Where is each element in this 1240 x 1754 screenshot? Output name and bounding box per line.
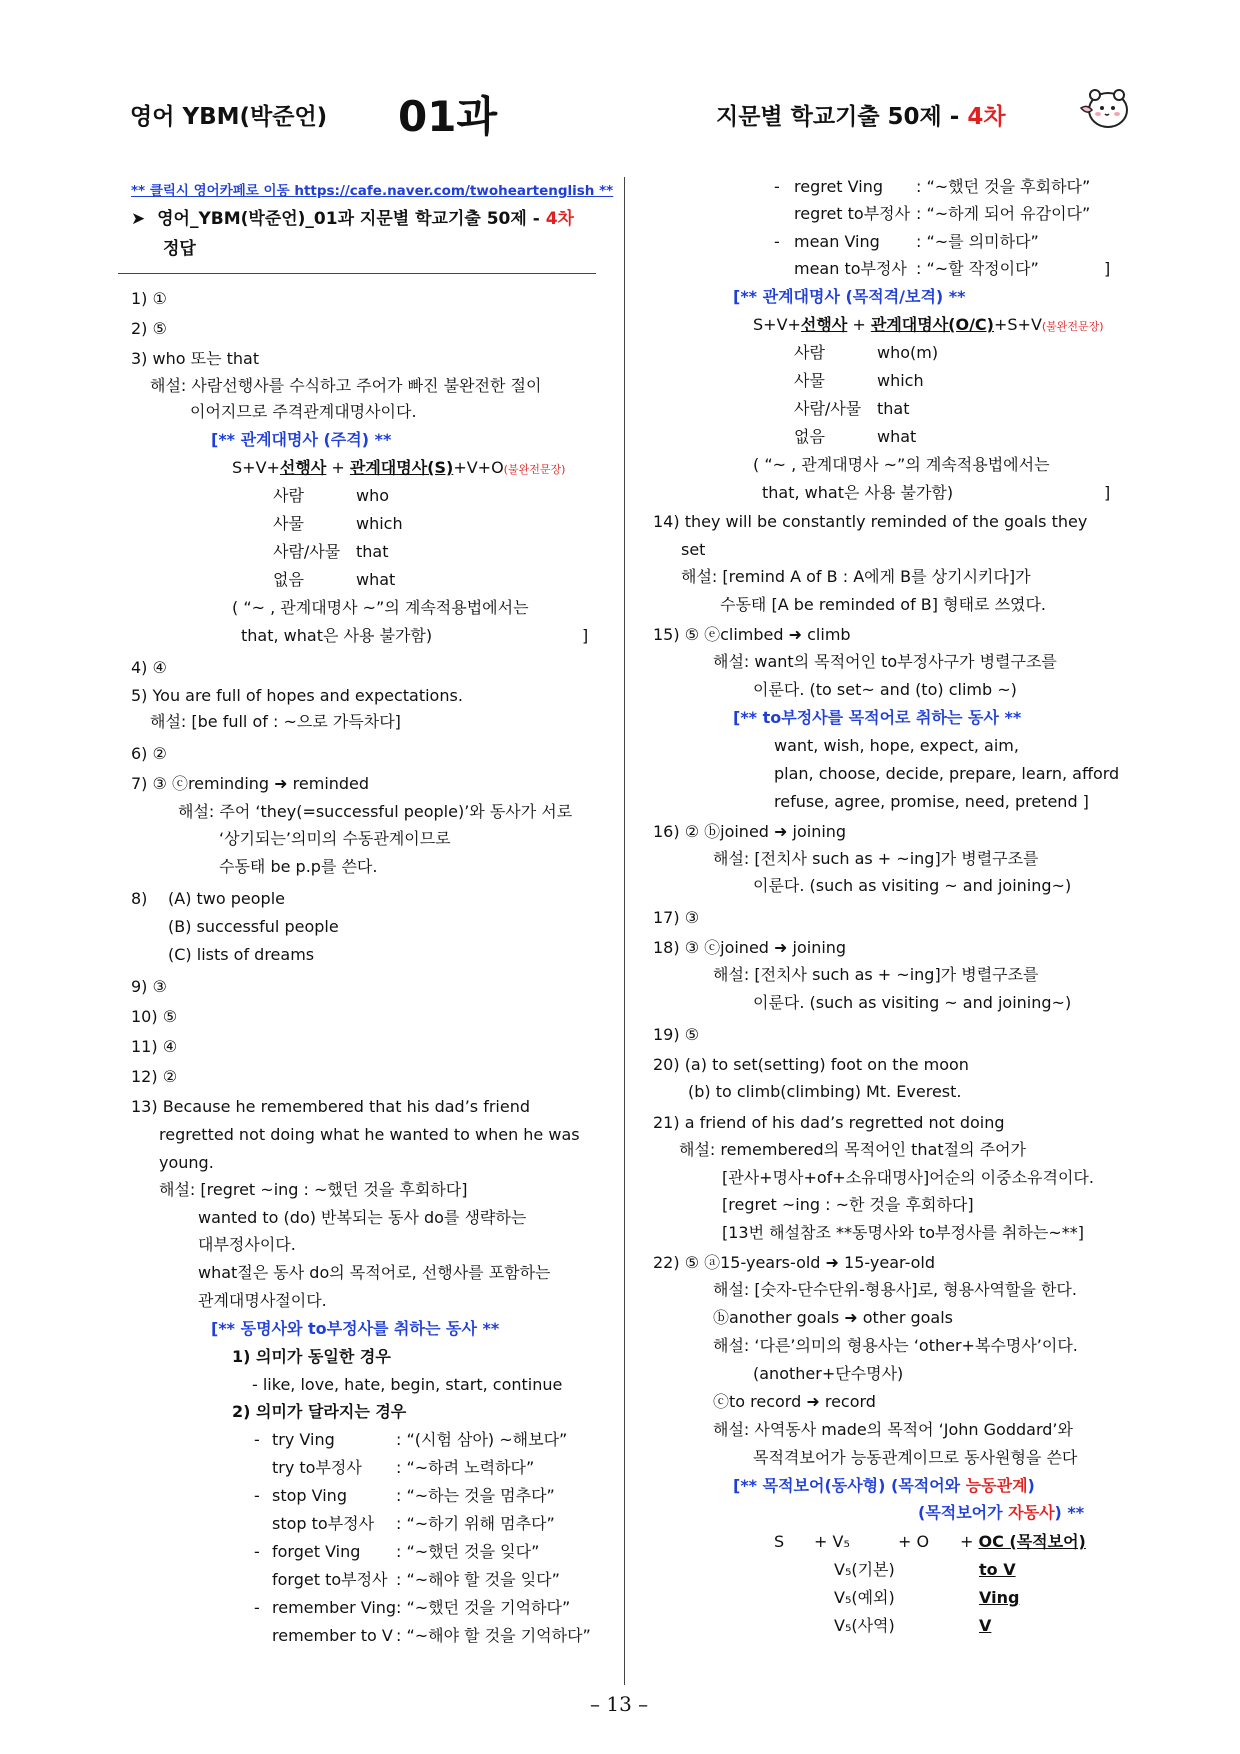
- verb-pair-form: regret Ving: [794, 177, 883, 196]
- oc-row-form: Ving: [979, 1588, 1020, 1607]
- answer-14-line-2: set: [681, 540, 706, 559]
- answer-title-text: 영어_YBM(박준언)_01과 지문별 학교기출 50제 -: [157, 209, 546, 229]
- answer-22-explain-3: (another+단수명사): [753, 1364, 904, 1383]
- verb-pair-form: mean Ving: [794, 232, 880, 251]
- rel-row-key: 사람: [794, 343, 825, 362]
- box-close-bracket: ]: [1104, 259, 1111, 278]
- oc-formula-oc-label: OC (목적보어): [978, 1532, 1086, 1551]
- verb-pair-form: stop to부정사: [272, 1514, 375, 1533]
- answer-3-explain-2: 이어지므로 주격관계대명사이다.: [190, 402, 417, 421]
- rel-row-value: that: [877, 399, 910, 418]
- box-close-bracket: ]: [582, 626, 589, 645]
- answer-18-explain-1: 해설: [전치사 such as + ~ing]가 병렬구조를: [713, 965, 1039, 984]
- rel-row-value: what: [356, 570, 396, 589]
- same-meaning-heading: 1) 의미가 동일한 경우: [232, 1347, 391, 1366]
- header-lesson: 01과: [398, 92, 498, 141]
- verb-pair-form: try to부정사: [272, 1458, 362, 1477]
- oc-formula-plus: +: [960, 1532, 979, 1551]
- answer-20-line-2: (b) to climb(climbing) Mt. Everest.: [688, 1082, 962, 1101]
- answer-15-explain-2: 이룬다. (to set~ and (to) climb ~): [753, 680, 1017, 699]
- oc-title-part: [** 목적보어(동사형) (목적어와: [733, 1476, 966, 1495]
- rel-row-key: 사람/사물: [794, 399, 862, 418]
- gerund-infinitive-box-title: [** 동명사와 to부정사를 취하는 동사 **: [211, 1319, 500, 1338]
- cafe-link[interactable]: ** 클릭시 영어카페로 이동 https://cafe.naver.com/twoheartenglish **: [131, 183, 614, 199]
- header-title: [716, 98, 1006, 131]
- rel-row-key: 없음: [273, 570, 304, 589]
- formula-part: +: [326, 458, 350, 477]
- oc-row-form: V: [979, 1616, 992, 1635]
- answer-9: 9) ③: [131, 977, 167, 996]
- rel-row-value: who(m): [877, 343, 939, 362]
- oc-formula-s: S: [774, 1532, 785, 1551]
- answer-13-explain-2: wanted to (do) 반복되는 동사 do를 생략하는: [198, 1208, 527, 1227]
- answer-13-explain-4: what절은 동사 do의 목적어로, 선행사를 포함하는: [198, 1263, 551, 1282]
- rel-row-key: 사람/사물: [273, 542, 341, 561]
- answer-8-item: (A) two people: [168, 889, 285, 908]
- answer-21-explain-4: [13번 해설참조 **동명사와 to부정사를 취하는~**]: [722, 1223, 1084, 1242]
- header-title-text: 지문별 학교기출 50제 -: [716, 104, 968, 130]
- verb-pair-meaning: : “~하게 되어 유감이다”: [916, 204, 1091, 223]
- answer-21: 21) a friend of his dad’s regretted not doing: [653, 1113, 1005, 1132]
- answer-title-round: 4차: [545, 209, 574, 229]
- rel-row-key: 사물: [273, 514, 304, 533]
- answer-4: 4) ④: [131, 658, 167, 677]
- header-round: 4차: [967, 104, 1006, 130]
- page-number: – 13 –: [590, 1692, 649, 1716]
- answer-13-explain-5: 관계대명사절이다.: [198, 1291, 327, 1310]
- same-meaning-verbs: - like, love, hate, begin, start, continue: [252, 1375, 563, 1394]
- header-subject: 영어 YBM(박준언): [130, 104, 328, 130]
- formula-part: +V+O: [453, 458, 504, 477]
- to-infinitive-verbs-1: want, wish, hope, expect, aim,: [774, 736, 1019, 755]
- rel-row-value: that: [356, 542, 389, 561]
- answer-20-line-1: 20) (a) to set(setting) foot on the moon: [653, 1055, 969, 1074]
- verb-pair-form: forget Ving: [272, 1542, 361, 1561]
- verb-pair-meaning: : “~할 작정이다”: [916, 259, 1039, 278]
- answer-12: 12) ②: [131, 1067, 178, 1086]
- verb-pair-form: mean to부정사: [794, 259, 907, 278]
- formula-part: S+V+: [753, 315, 801, 334]
- formula-relative: 관계대명사(O/C): [870, 315, 994, 334]
- answer-5: 5) You are full of hopes and expectations.: [131, 686, 463, 705]
- relative-object-box-title: [** 관계대명사 (목적격/보격) **: [733, 287, 966, 306]
- answer-13-line-1: 13) Because he remembered that his dad’s friend: [131, 1097, 530, 1116]
- rel-note-2: that, what은 사용 불가함): [241, 626, 433, 645]
- answer-title: [131, 204, 574, 229]
- answer-5-explain: 해설: [be full of : ~으로 가득차다]: [150, 712, 401, 731]
- answer-7-explain-2: ‘상기되는’의미의 수동관계이므로: [219, 829, 451, 848]
- answer-14-line-1: 14) they will be constantly reminded of the goals they: [653, 512, 1088, 531]
- answer-15-explain-1: 해설: want의 목적어인 to부정사구가 병렬구조를: [713, 652, 1057, 671]
- answer-22: 22) ⑤ ⓐ15-years-old ➜ 15-year-old: [653, 1253, 936, 1272]
- oc-row-verb: V₅(예외): [834, 1588, 895, 1607]
- answer-17: 17) ③: [653, 908, 700, 927]
- answer-22-explain-4: 해설: 사역동사 made의 목적어 ‘John Goddard’와: [713, 1420, 1073, 1439]
- answer-7-explain-1: 해설: 주어 ‘they(=successful people)’와 동사가 서로: [178, 802, 573, 821]
- verb-pair-meaning: : “~하기 위해 멈추다”: [396, 1514, 555, 1533]
- rel-row-key: 없음: [794, 427, 825, 446]
- rel-note-1: ( “~ , 관계대명사 ~”의 계속적용법에서는: [753, 455, 1050, 474]
- verb-pair-meaning: : “~하는 것을 멈추다”: [396, 1486, 555, 1505]
- answer-16: 16) ② ⓑjoined ➜ joining: [653, 822, 847, 841]
- to-infinitive-box-title: [** to부정사를 목적어로 취하는 동사 **: [733, 708, 1022, 727]
- answer-21-explain-1: 해설: remembered의 목적어인 that절의 주어가: [679, 1140, 1027, 1159]
- verb-pair-form: remember to V: [272, 1626, 393, 1645]
- verb-pair-meaning: : “~했던 것을 잊다”: [396, 1542, 540, 1561]
- oc-title-highlight: 자동사: [1008, 1503, 1055, 1522]
- answer-11: 11) ④: [131, 1037, 178, 1056]
- verb-pair-dash: -: [254, 1598, 260, 1617]
- answer-8: 8): [131, 889, 148, 908]
- rel-row-value: who: [356, 486, 390, 505]
- formula-note: (불완전문장): [503, 463, 566, 476]
- oc-formula-o: + O: [898, 1532, 930, 1551]
- oc-title-part: ): [1027, 1476, 1035, 1495]
- answer-18: 18) ③ ⓒjoined ➜ joining: [653, 938, 847, 957]
- verb-pair-meaning: : “(시험 삼아) ~해보다”: [396, 1430, 568, 1449]
- to-infinitive-verbs-2: plan, choose, decide, prepare, learn, afford: [774, 764, 1120, 783]
- answer-13-explain-1: 해설: [regret ~ing : ~했던 것을 후회하다]: [159, 1180, 468, 1199]
- answer-1: 1) ①: [131, 289, 167, 308]
- formula-relative: 관계대명사(S): [349, 458, 454, 477]
- box-close-bracket: ]: [1104, 483, 1111, 502]
- answer-3-explain-1: 해설: 사람선행사를 수식하고 주어가 빠진 불완전한 절이: [150, 376, 542, 395]
- verb-pair-meaning: : “~해야 할 것을 잊다”: [396, 1570, 560, 1589]
- verb-pair-form: remember Ving: [272, 1598, 397, 1617]
- rel-row-key: 사람: [273, 486, 304, 505]
- verb-pair-meaning: : “~했던 것을 기억하다”: [396, 1598, 571, 1617]
- answer-2: 2) ⑤: [131, 319, 167, 338]
- verb-pair-form: stop Ving: [272, 1486, 347, 1505]
- answer-22-c: ⓒto record ➜ record: [713, 1392, 876, 1411]
- formula-part: +S+V: [993, 315, 1042, 334]
- answer-7-explain-3: 수동태 be p.p를 쓴다.: [219, 857, 378, 876]
- oc-title-part: ) **: [1054, 1503, 1085, 1522]
- answer-21-explain-2: [관사+명사+of+소유대명사]어순의 이중소유격이다.: [722, 1168, 1094, 1187]
- answer-3: 3) who 또는 that: [131, 349, 260, 368]
- answer-13-line-3: young.: [159, 1153, 214, 1172]
- formula-part: +: [847, 315, 871, 334]
- answer-16-explain-1: 해설: [전치사 such as + ~ing]가 병렬구조를: [713, 849, 1039, 868]
- oc-row-verb: V₅(사역): [834, 1616, 895, 1635]
- verb-pair-meaning: : “~하려 노력하다”: [396, 1458, 535, 1477]
- verb-pair-form: regret to부정사: [794, 204, 911, 223]
- different-meaning-heading: 2) 의미가 달라지는 경우: [232, 1402, 407, 1421]
- oc-formula-v: + V₅: [814, 1532, 850, 1551]
- bear-mascot-icon: [1078, 86, 1132, 132]
- oc-row-form: to V: [979, 1560, 1016, 1579]
- formula-antecedent: 선행사: [279, 458, 327, 477]
- answer-6: 6) ②: [131, 744, 167, 763]
- answer-15: 15) ⑤ ⓔclimbed ➜ climb: [653, 625, 851, 644]
- verb-pair-dash: -: [254, 1486, 260, 1505]
- formula-note: (불완전문장): [1041, 320, 1104, 333]
- verb-pair-meaning: : “~해야 할 것을 기억하다”: [396, 1626, 591, 1645]
- answer-14-explain-1: 해설: [remind A of B : A에게 B를 상기시키다]가: [681, 567, 1031, 586]
- formula-part: S+V+: [232, 458, 280, 477]
- answer-22-explain-2: 해설: ‘다른’의미의 형용사는 ‘other+복수명사’이다.: [713, 1336, 1078, 1355]
- answer-16-explain-2: 이룬다. (such as visiting ~ and joining~): [753, 876, 1072, 895]
- verb-pair-dash: -: [254, 1542, 260, 1561]
- verb-pair-dash: -: [774, 232, 780, 251]
- verb-pair-meaning: : “~했던 것을 후회하다”: [916, 177, 1091, 196]
- relative-object-formula: [753, 315, 1104, 337]
- verb-pair-form: forget to부정사: [272, 1570, 388, 1589]
- answer-22-explain-5: 목적격보어가 능동관계이므로 동사원형을 쓴다: [753, 1448, 1078, 1467]
- column-divider: [624, 177, 625, 1685]
- verb-pair-form: try Ving: [272, 1430, 335, 1449]
- answer-title-line2: 정답: [163, 239, 196, 259]
- verb-pair-meaning: : “~를 의미하다”: [916, 232, 1039, 251]
- formula-antecedent: 선행사: [800, 315, 848, 334]
- oc-title-highlight: 능동관계: [965, 1476, 1028, 1495]
- answer-8-item: (C) lists of dreams: [168, 945, 315, 964]
- oc-row-verb: V₅(기본): [834, 1560, 895, 1579]
- object-complement-box-title-2: [918, 1503, 1084, 1523]
- title-underline: [118, 273, 596, 274]
- rel-note-1: ( “~ , 관계대명사 ~”의 계속적용법에서는: [232, 598, 529, 617]
- answer-7: 7) ③ ⓒreminding ➜ reminded: [131, 774, 370, 793]
- rel-row-value: what: [877, 427, 917, 446]
- oc-formula-oc: [960, 1532, 1086, 1552]
- oc-title-part: (목적보어가: [918, 1503, 1009, 1522]
- object-complement-box-title: [733, 1476, 1035, 1496]
- verb-pair-dash: -: [254, 1430, 260, 1449]
- relative-subject-formula: [232, 458, 565, 480]
- to-infinitive-verbs-3: refuse, agree, promise, need, pretend ]: [774, 792, 1089, 811]
- relative-subject-box-title: [** 관계대명사 (주격) **: [211, 430, 392, 449]
- verb-pair-dash: -: [774, 177, 780, 196]
- answer-10: 10) ⑤: [131, 1007, 178, 1026]
- answer-13-line-2: regretted not doing what he wanted to when he was: [159, 1125, 580, 1144]
- answer-19: 19) ⑤: [653, 1025, 700, 1044]
- rel-row-value: which: [877, 371, 924, 390]
- answer-14-explain-2: 수동태 [A be reminded of B] 형태로 쓰였다.: [720, 595, 1047, 614]
- arrow-icon: ➤: [131, 209, 146, 229]
- answer-13-explain-3: 대부정사이다.: [198, 1235, 296, 1254]
- rel-note-2: that, what은 사용 불가함): [762, 483, 954, 502]
- answer-21-explain-3: [regret ~ing : ~한 것을 후회하다]: [722, 1195, 974, 1214]
- answer-8-item: (B) successful people: [168, 917, 339, 936]
- answer-18-explain-2: 이룬다. (such as visiting ~ and joining~): [753, 993, 1072, 1012]
- rel-row-value: which: [356, 514, 403, 533]
- answer-22-explain-1: 해설: [숫자-단수단위-형용사]로, 형용사역할을 한다.: [713, 1280, 1077, 1299]
- answer-22-b: ⓑanother goals ➜ other goals: [713, 1308, 954, 1327]
- rel-row-key: 사물: [794, 371, 825, 390]
